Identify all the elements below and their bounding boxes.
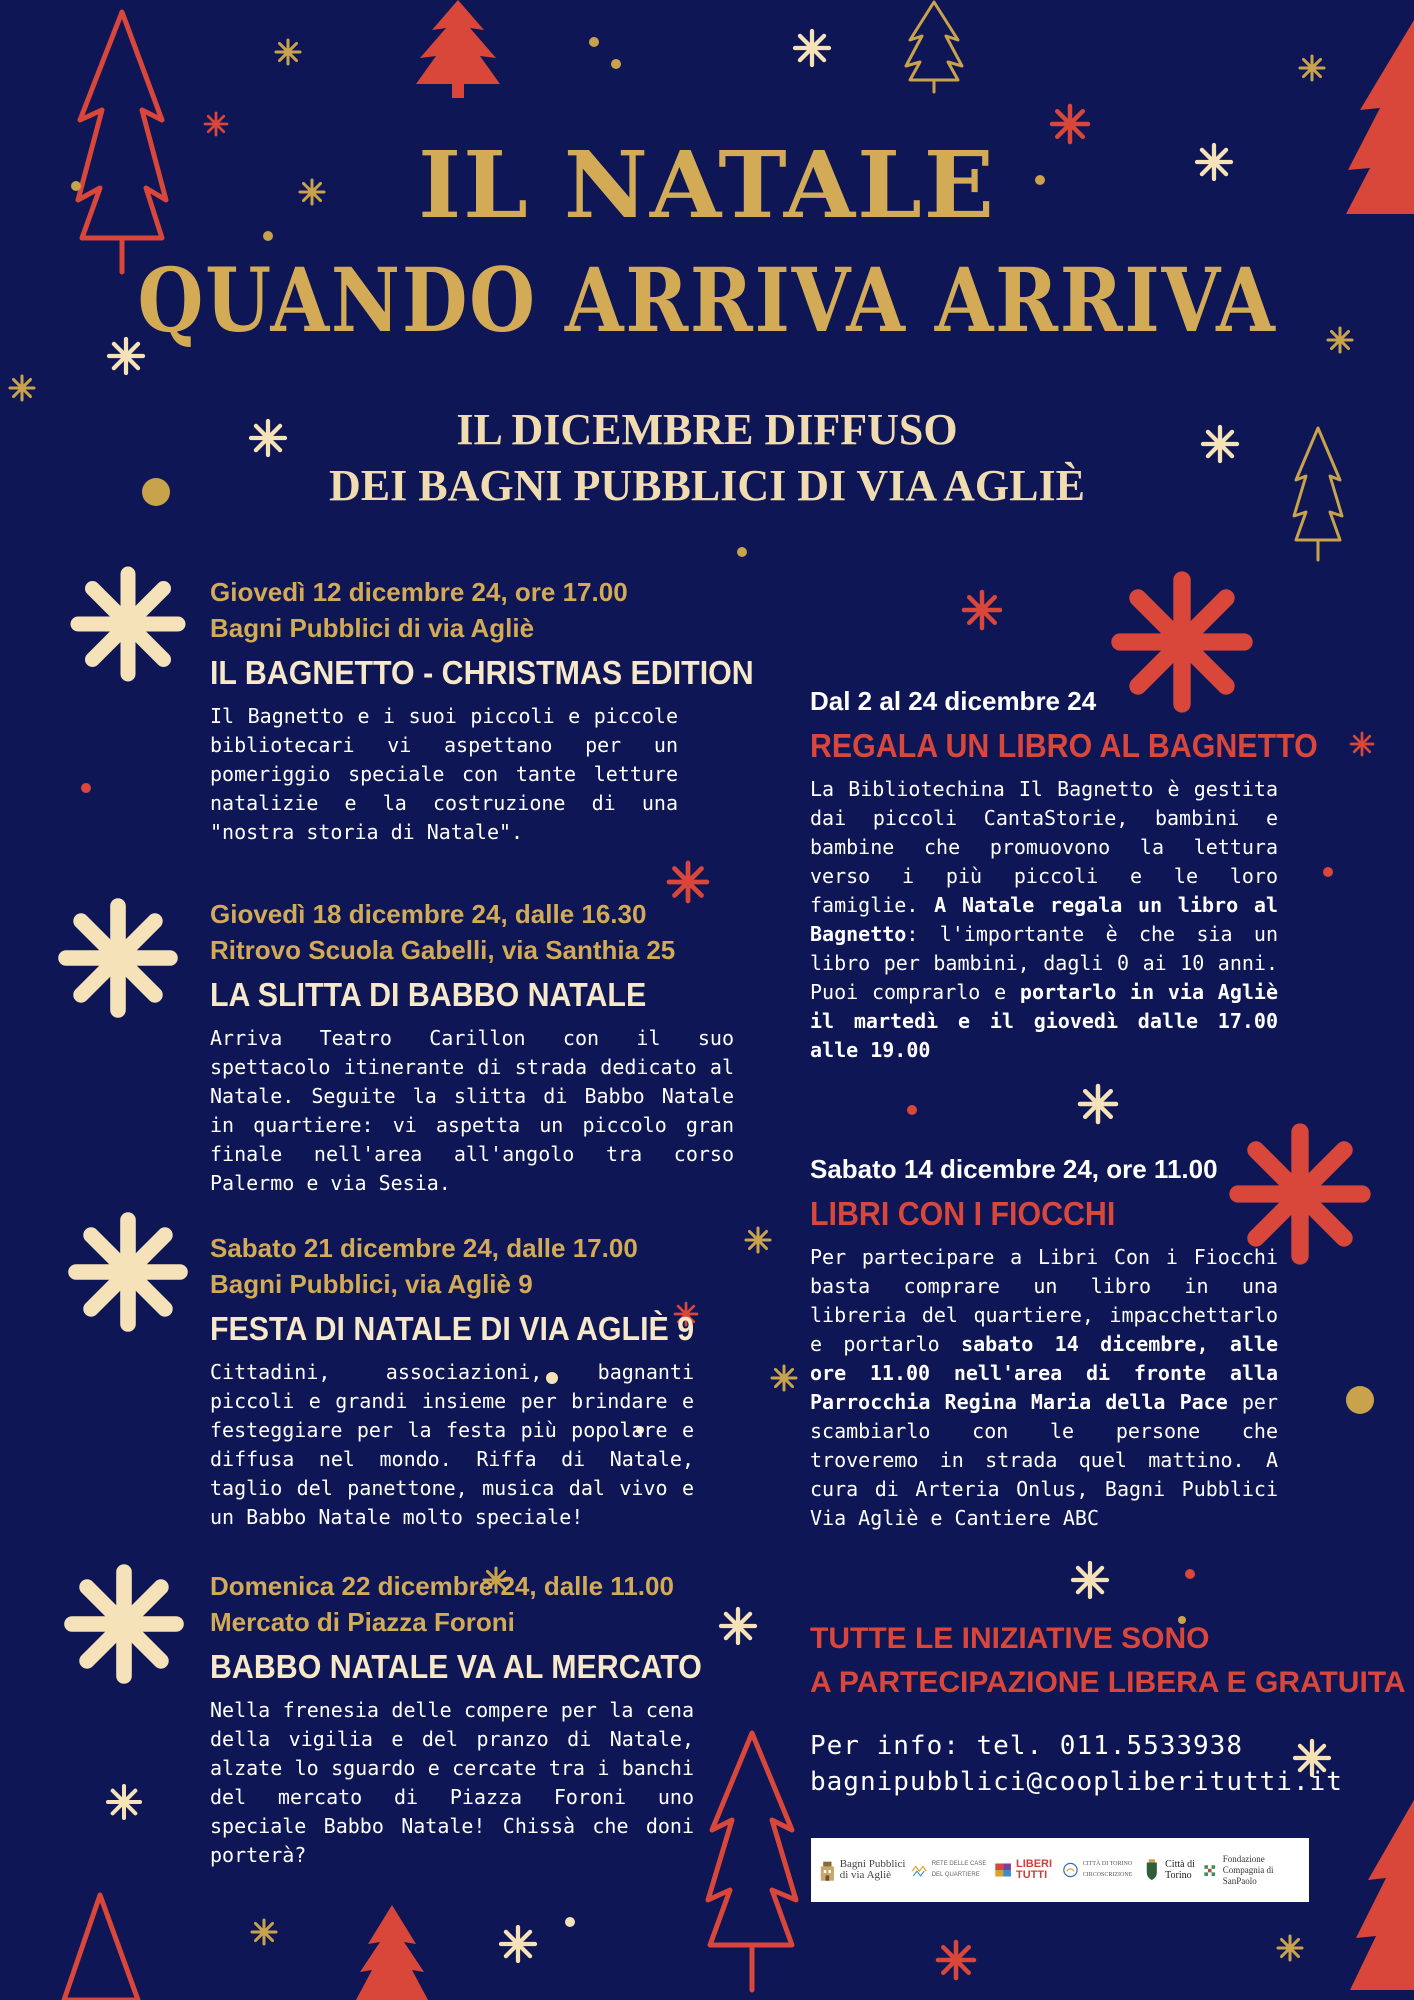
snowflake-icon <box>1300 56 1324 80</box>
event-title: IL BAGNETTO - CHRISTMAS EDITION <box>210 654 754 691</box>
building-icon <box>819 1850 836 1890</box>
tree-icon <box>416 0 500 84</box>
snowflake-icon <box>66 906 170 1010</box>
free-participation-notice <box>810 1617 1406 1705</box>
event-regala-libro <box>810 683 1318 1065</box>
page-title: IL NATALE <box>418 131 996 239</box>
logo-bagni-pubblici <box>819 1850 911 1890</box>
tree-icon <box>1350 1800 1414 1990</box>
notice-line: A PARTECIPAZIONE LIBERA E GRATUITA <box>810 1666 1406 1699</box>
snowflake-icon <box>252 1920 276 1944</box>
event-date: Sabato 21 dicembre 24, dalle 17.00 <box>210 1233 638 1263</box>
event-date: Dal 2 al 24 dicembre 24 <box>810 686 1097 716</box>
event-festa <box>210 1230 694 1532</box>
logo-circoscrizione <box>1062 1850 1144 1890</box>
event-description: Cittadini, associazioni, bagnanti piccoli e grandi insieme per brindare e festeggiare per la festa più popolare e diffusa nel mondo. Riffa di Natale, taglio del panettone, musica dal vivo e un Babbo Natale molto speciale! <box>210 1360 694 1529</box>
snowflake-icon <box>108 1786 140 1818</box>
circle-badge-icon <box>1062 1850 1079 1890</box>
event-location: Mercato di Piazza Foroni <box>210 1607 515 1637</box>
description-text: Per partecipare a Libri Con i Fiocchi basta comprare un libro in una libreria del quartiere, impacchettarlo e portarlo <box>810 1245 1278 1356</box>
sponsor-logos <box>811 1838 1309 1902</box>
snowflake-icon <box>772 1366 796 1390</box>
contact-info <box>810 1728 1343 1800</box>
event-description <box>810 1243 1278 1533</box>
event-location: Bagni Pubblici, via Agliè 9 <box>210 1269 533 1299</box>
event-date: Domenica 22 dicembre 24, dalle 11.00 <box>210 1571 674 1601</box>
logo-citta-torino <box>1143 1850 1202 1890</box>
tree-outline-icon <box>906 2 962 80</box>
description-text: La Bibliotechina Il Bagnetto è gestita dai piccoli CantaStorie, bambini e bambine che promuovono la lettura verso i più piccoli e le loro famiglie. <box>810 777 1278 917</box>
event-title: BABBO NATALE VA AL MERCATO <box>210 1648 702 1685</box>
event-title: LIBRI CON I FIOCCHI <box>810 1195 1116 1232</box>
snowflake-icon <box>938 1942 974 1978</box>
event-description <box>810 775 1278 1065</box>
event-date: Sabato 14 dicembre 24, ore 11.00 <box>810 1154 1218 1184</box>
snowflake-icon <box>1080 1086 1116 1122</box>
description-highlight: portarlo in via Agliè il martedì e il giovedì dalle 17.00 alle 19.00 <box>810 980 1278 1062</box>
logo-compagnia-sanpaolo <box>1202 1850 1301 1890</box>
snowflake-icon <box>76 1220 180 1324</box>
subtitle: IL DICEMBRE DIFFUSO <box>456 405 958 454</box>
checker-icon <box>1202 1850 1219 1890</box>
event-description: Il Bagnetto e i suoi piccoli e piccole bibliotecari vi aspettano per un pomeriggio speciale con tante letture natalizie e la costruzione di una "nostra storia di Natale". <box>210 704 678 844</box>
description-credits: A cura di Arteria Onlus, Bagni Pubblici Via Agliè e Cantiere ABC <box>810 1448 1278 1530</box>
snowflake-icon <box>501 1927 535 1961</box>
snowflake-icon <box>78 574 178 674</box>
snowflake-icon <box>1073 1563 1107 1597</box>
event-location: Ritrovo Scuola Gabelli, via Santhia 25 <box>210 935 676 965</box>
contact-phone[interactable]: Per info: tel. 011.5533938 <box>810 1731 1243 1761</box>
description-highlight: A Natale regala un libro al Bagnetto <box>810 893 1279 946</box>
tree-icon <box>356 1905 428 2000</box>
snowflake-icon <box>721 1609 755 1643</box>
snowflake-icon <box>964 592 1000 628</box>
event-title: LA SLITTA DI BABBO NATALE <box>210 976 647 1013</box>
event-slitta <box>210 896 734 1198</box>
event-date: Giovedì 12 dicembre 24, ore 17.00 <box>210 577 628 607</box>
snowflake-icon <box>1278 1936 1302 1960</box>
tree-outline-icon <box>708 1733 796 1945</box>
subtitle-line-2: DEI BAGNI PUBBLICI DI VIA AGLIÈ <box>329 461 1085 510</box>
event-title: REGALA UN LIBRO AL BAGNETTO <box>810 727 1318 764</box>
event-date: Giovedì 18 dicembre 24, dalle 16.30 <box>210 899 647 929</box>
event-description: Arriva Teatro Carillon con il suo spettacolo itinerante di strada dedicato al Natale. Seguite la slitta di Babbo Natale in quartiere: vi aspetta un piccolo gran finale nell'area all'angolo tra corso Palermo e via Sesia. <box>210 1026 734 1195</box>
event-bagnetto <box>210 574 754 847</box>
event-location: Bagni Pubblici di via Agliè <box>210 613 535 643</box>
snowflake-icon <box>276 40 300 64</box>
description-text: : l'importante è che sia un libro per bambini, dagli 0 ai 10 anni. Puoi comprarlo e <box>810 922 1278 1004</box>
logo-text: LIBERI TUTTI <box>1016 1858 1053 1881</box>
logo-text: Bagni Pubblici di via Agliè <box>839 1858 906 1881</box>
logo-rete-case <box>911 1850 994 1890</box>
snowflake-icon <box>1351 733 1373 755</box>
description-highlight: sabato 14 dicembre, alle ore 11.00 nell'area di fronte alla Parrocchia Regina Maria della Pace <box>810 1332 1278 1414</box>
snowflake-icon <box>746 1228 770 1252</box>
event-title: FESTA DI NATALE DI VIA AGLIÈ 9 <box>210 1310 695 1347</box>
snowflake-icon <box>1328 328 1352 352</box>
logo-liberi-tutti <box>994 1850 1062 1890</box>
snowflake-icon <box>10 376 34 400</box>
description-text: per scambiarlo con le persone che troveremo in strada quel mattino. <box>810 1390 1278 1472</box>
contact-email[interactable]: bagnipubblici@coopliberitutti.it <box>810 1767 1343 1797</box>
event-libri-fiocchi <box>810 1151 1278 1533</box>
coat-of-arms-icon <box>1143 1850 1161 1890</box>
logo-text: Fondazione Compagnia di SanPaolo <box>1222 1853 1274 1886</box>
page-title-line-2: QUANDO ARRIVA ARRIVA <box>137 248 1277 352</box>
notice-line: TUTTE LE INIZIATIVE SONO <box>810 1622 1210 1655</box>
event-description: Nella frenesia delle compere per la cena della vigilia e del pranzo di Natale, alzate lo sguardo e cercate tra i banchi del mercato di Piazza Foroni uno speciale Babbo Natale! Chissà che doni porterà? <box>210 1698 694 1867</box>
event-mercato <box>210 1568 702 1870</box>
houses-icon <box>911 1850 928 1890</box>
logo-text: RETE DELLE CASE DEL QUARTIERE <box>931 1861 987 1878</box>
logo-text: Città di Torino <box>1165 1859 1195 1881</box>
mosaic-icon <box>994 1850 1012 1890</box>
tree-outline-icon <box>64 1895 138 2000</box>
snowflake-icon <box>72 1572 176 1676</box>
snowflake-icon <box>795 31 829 65</box>
logo-text: CITTÀ DI TORINO CIRCOSCRIZIONE <box>1082 1861 1133 1878</box>
